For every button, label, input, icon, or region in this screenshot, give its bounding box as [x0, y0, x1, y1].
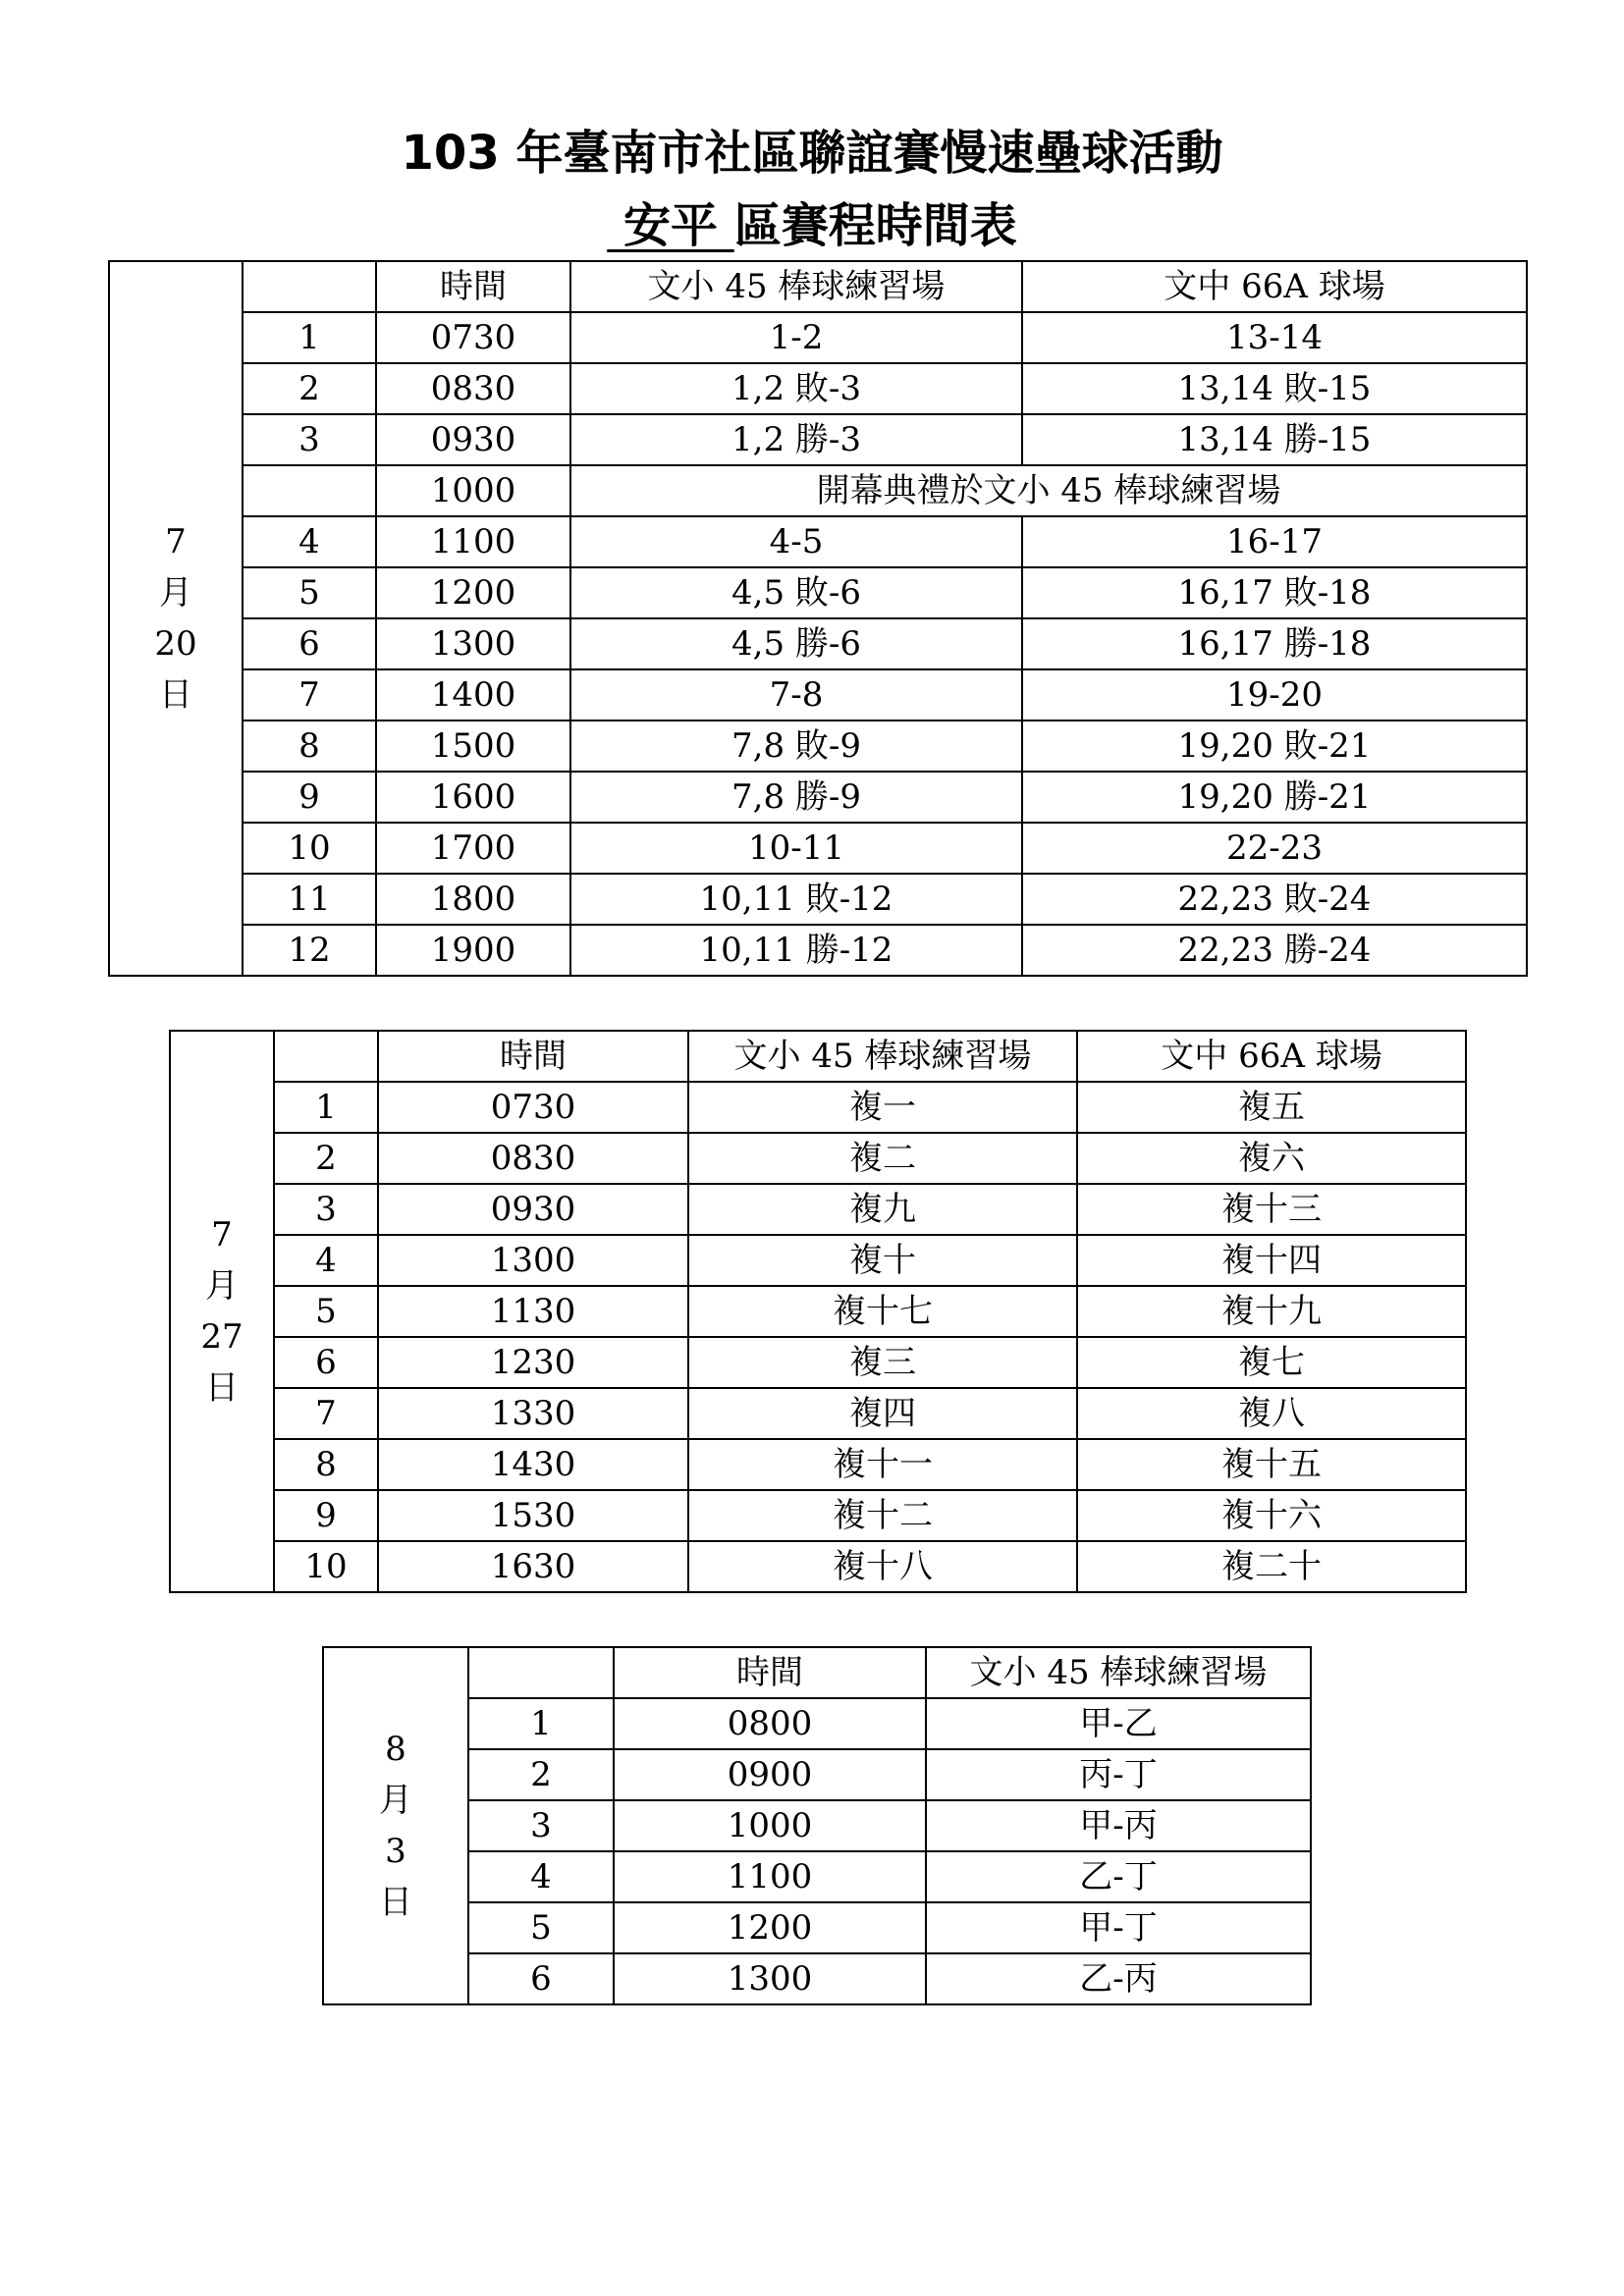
table-row: [109, 772, 1527, 823]
game-number-cell: 5: [243, 567, 376, 618]
field1-matchup-cell: 複十: [688, 1235, 1077, 1286]
table-row: [109, 363, 1527, 414]
table-row: [109, 925, 1527, 976]
game-number-cell: 6: [243, 618, 376, 669]
date-part: 3: [385, 1832, 406, 1871]
field1-matchup-cell: 4,5 勝-6: [570, 618, 1022, 669]
date-part: 7: [165, 522, 187, 561]
date-part: 月: [205, 1266, 239, 1306]
table-body: [109, 261, 1527, 976]
table-row: [109, 823, 1527, 874]
column-header: 文中 66A 球場: [1022, 261, 1527, 312]
time-cell: 1200: [614, 1902, 926, 1953]
game-number-cell: 8: [243, 721, 376, 772]
table-row: [170, 1286, 1466, 1337]
column-header: 時間: [614, 1647, 926, 1698]
column-header: [468, 1647, 614, 1698]
field2-matchup-cell: 13,14 敗-15: [1022, 363, 1527, 414]
game-number-cell: 6: [274, 1337, 378, 1388]
time-cell: 1900: [376, 925, 570, 976]
game-number-cell: [243, 465, 376, 516]
field1-matchup-cell: 甲-丁: [926, 1902, 1311, 1953]
field1-matchup-cell: 乙-丙: [926, 1953, 1311, 2004]
table-row: [323, 1953, 1311, 2004]
field1-matchup-cell: 1,2 敗-3: [570, 363, 1022, 414]
game-number-cell: 12: [243, 925, 376, 976]
schedule-table-aug-3: [322, 1646, 1312, 2005]
field1-matchup-cell: 乙-丁: [926, 1851, 1311, 1902]
table-row: [109, 721, 1527, 772]
table-row: [109, 874, 1527, 925]
field1-matchup-cell: 7,8 勝-9: [570, 772, 1022, 823]
time-cell: 1800: [376, 874, 570, 925]
field2-matchup-cell: 22-23: [1022, 823, 1527, 874]
table-row: [170, 1439, 1466, 1490]
game-number-cell: 4: [274, 1235, 378, 1286]
time-cell: 1430: [378, 1439, 688, 1490]
column-header: 時間: [376, 261, 570, 312]
game-number-cell: 9: [274, 1490, 378, 1541]
field1-matchup-cell: 4,5 敗-6: [570, 567, 1022, 618]
date-part: 月: [379, 1781, 412, 1820]
game-number-cell: 9: [243, 772, 376, 823]
schedule-table-jul-20: [108, 260, 1528, 977]
table-body: [170, 1031, 1466, 1592]
date-part: 月: [159, 573, 192, 613]
game-number-cell: 4: [468, 1851, 614, 1902]
field1-matchup-cell: 10-11: [570, 823, 1022, 874]
time-cell: 0730: [376, 312, 570, 363]
field1-matchup-cell: 複十二: [688, 1490, 1077, 1541]
date-part: 27: [200, 1317, 244, 1357]
field2-matchup-cell: 複十五: [1077, 1439, 1466, 1490]
game-number-cell: 11: [243, 874, 376, 925]
subtitle-text: 區賽程時間表: [733, 198, 1017, 253]
game-number-cell: 3: [468, 1800, 614, 1851]
field2-matchup-cell: 22,23 勝-24: [1022, 925, 1527, 976]
date-part: 8: [385, 1730, 406, 1769]
field1-matchup-cell: 甲-乙: [926, 1698, 1311, 1749]
game-number-cell: 5: [274, 1286, 378, 1337]
table-row: [109, 669, 1527, 721]
field2-matchup-cell: 19-20: [1022, 669, 1527, 721]
game-number-cell: 10: [274, 1541, 378, 1592]
district-name: 安平: [607, 198, 734, 253]
field1-matchup-cell: 1,2 勝-3: [570, 414, 1022, 465]
field2-matchup-cell: 19,20 敗-21: [1022, 721, 1527, 772]
date-cell: [323, 1647, 468, 2004]
field2-matchup-cell: 13-14: [1022, 312, 1527, 363]
game-number-cell: 2: [274, 1133, 378, 1184]
game-number-cell: 1: [274, 1082, 378, 1133]
field2-matchup-cell: 16-17: [1022, 516, 1527, 567]
table-row: [170, 1388, 1466, 1439]
column-header: 時間: [378, 1031, 688, 1082]
table-row: [323, 1851, 1311, 1902]
time-cell: 1400: [376, 669, 570, 721]
column-header: [243, 261, 376, 312]
table-row: [323, 1902, 1311, 1953]
header-row: [323, 1647, 1311, 1698]
field2-matchup-cell: 16,17 勝-18: [1022, 618, 1527, 669]
date-part: 日: [379, 1883, 412, 1922]
column-header: [274, 1031, 378, 1082]
table-row: [170, 1133, 1466, 1184]
field1-matchup-cell: 複十七: [688, 1286, 1077, 1337]
time-cell: 1000: [614, 1800, 926, 1851]
table-row: [323, 1749, 1311, 1800]
table-row: [170, 1541, 1466, 1592]
game-number-cell: 4: [243, 516, 376, 567]
field2-matchup-cell: 複二十: [1077, 1541, 1466, 1592]
column-header: 文中 66A 球場: [1077, 1031, 1466, 1082]
game-number-cell: 3: [243, 414, 376, 465]
field2-matchup-cell: 複十九: [1077, 1286, 1466, 1337]
table-row: [109, 618, 1527, 669]
date-part: 日: [205, 1368, 239, 1408]
time-cell: 0900: [614, 1749, 926, 1800]
game-number-cell: 2: [468, 1749, 614, 1800]
field2-matchup-cell: 複十六: [1077, 1490, 1466, 1541]
field1-matchup-cell: 10,11 敗-12: [570, 874, 1022, 925]
time-cell: 0730: [378, 1082, 688, 1133]
field1-matchup-cell: 複九: [688, 1184, 1077, 1235]
page-title: 103 年臺南市社區聯誼賽慢速壘球活動: [401, 126, 1223, 181]
field2-matchup-cell: 複八: [1077, 1388, 1466, 1439]
table-row: [109, 312, 1527, 363]
time-cell: 1530: [378, 1490, 688, 1541]
table-row: [109, 516, 1527, 567]
game-number-cell: 7: [274, 1388, 378, 1439]
field1-matchup-cell: 複十八: [688, 1541, 1077, 1592]
time-cell: 1330: [378, 1388, 688, 1439]
field2-matchup-cell: 複七: [1077, 1337, 1466, 1388]
time-cell: 1100: [376, 516, 570, 567]
header-row: [109, 261, 1527, 312]
field2-matchup-cell: 複十三: [1077, 1184, 1466, 1235]
game-number-cell: 1: [243, 312, 376, 363]
time-cell: 0830: [376, 363, 570, 414]
game-number-cell: 5: [468, 1902, 614, 1953]
time-cell: 1300: [378, 1235, 688, 1286]
time-cell: 1200: [376, 567, 570, 618]
schedule-table-jul-27: [169, 1030, 1467, 1593]
field1-matchup-cell: 複一: [688, 1082, 1077, 1133]
table-row: [323, 1698, 1311, 1749]
table-row: [109, 414, 1527, 465]
time-cell: 1500: [376, 721, 570, 772]
field1-matchup-cell: 複四: [688, 1388, 1077, 1439]
time-cell: 0930: [378, 1184, 688, 1235]
field2-matchup-cell: 13,14 勝-15: [1022, 414, 1527, 465]
time-cell: 1100: [614, 1851, 926, 1902]
date-cell: [109, 261, 243, 976]
field1-matchup-cell: 丙-丁: [926, 1749, 1311, 1800]
table-row: [323, 1800, 1311, 1851]
field2-matchup-cell: 16,17 敗-18: [1022, 567, 1527, 618]
game-number-cell: 10: [243, 823, 376, 874]
field2-matchup-cell: 複六: [1077, 1133, 1466, 1184]
table-row: [170, 1184, 1466, 1235]
time-cell: 1130: [378, 1286, 688, 1337]
column-header: 文小 45 棒球練習場: [570, 261, 1022, 312]
field1-matchup-cell: 複十一: [688, 1439, 1077, 1490]
field1-matchup-cell: 甲-丙: [926, 1800, 1311, 1851]
game-number-cell: 7: [243, 669, 376, 721]
time-cell: 1700: [376, 823, 570, 874]
field1-matchup-cell: 4-5: [570, 516, 1022, 567]
game-number-cell: 3: [274, 1184, 378, 1235]
field1-matchup-cell: 7-8: [570, 669, 1022, 721]
ceremony-cell: 開幕典禮於文小 45 棒球練習場: [570, 465, 1527, 516]
field1-matchup-cell: 7,8 敗-9: [570, 721, 1022, 772]
game-number-cell: 8: [274, 1439, 378, 1490]
header-row: [170, 1031, 1466, 1082]
game-number-cell: 2: [243, 363, 376, 414]
time-cell: 1300: [614, 1953, 926, 2004]
page-subtitle: [0, 196, 1624, 255]
column-header: 文小 45 棒球練習場: [926, 1647, 1311, 1698]
table-body: [323, 1647, 1311, 2004]
table-row: [170, 1337, 1466, 1388]
date-part: 20: [154, 624, 197, 664]
table-row: [170, 1490, 1466, 1541]
time-cell: 1000: [376, 465, 570, 516]
table-row: [109, 567, 1527, 618]
field1-matchup-cell: 10,11 勝-12: [570, 925, 1022, 976]
table-row: [170, 1082, 1466, 1133]
time-cell: 1600: [376, 772, 570, 823]
field2-matchup-cell: 複十四: [1077, 1235, 1466, 1286]
field1-matchup-cell: 1-2: [570, 312, 1022, 363]
column-header: 文小 45 棒球練習場: [688, 1031, 1077, 1082]
time-cell: 0930: [376, 414, 570, 465]
table-row: [170, 1235, 1466, 1286]
field2-matchup-cell: 22,23 敗-24: [1022, 874, 1527, 925]
game-number-cell: 6: [468, 1953, 614, 2004]
time-cell: 0830: [378, 1133, 688, 1184]
time-cell: 1300: [376, 618, 570, 669]
date-cell: [170, 1031, 274, 1592]
field2-matchup-cell: 複五: [1077, 1082, 1466, 1133]
field1-matchup-cell: 複三: [688, 1337, 1077, 1388]
time-cell: 0800: [614, 1698, 926, 1749]
time-cell: 1230: [378, 1337, 688, 1388]
field2-matchup-cell: 19,20 勝-21: [1022, 772, 1527, 823]
date-part: 日: [159, 675, 192, 715]
game-number-cell: 1: [468, 1698, 614, 1749]
field1-matchup-cell: 複二: [688, 1133, 1077, 1184]
time-cell: 1630: [378, 1541, 688, 1592]
table-row: [109, 465, 1527, 516]
date-part: 7: [211, 1215, 233, 1255]
